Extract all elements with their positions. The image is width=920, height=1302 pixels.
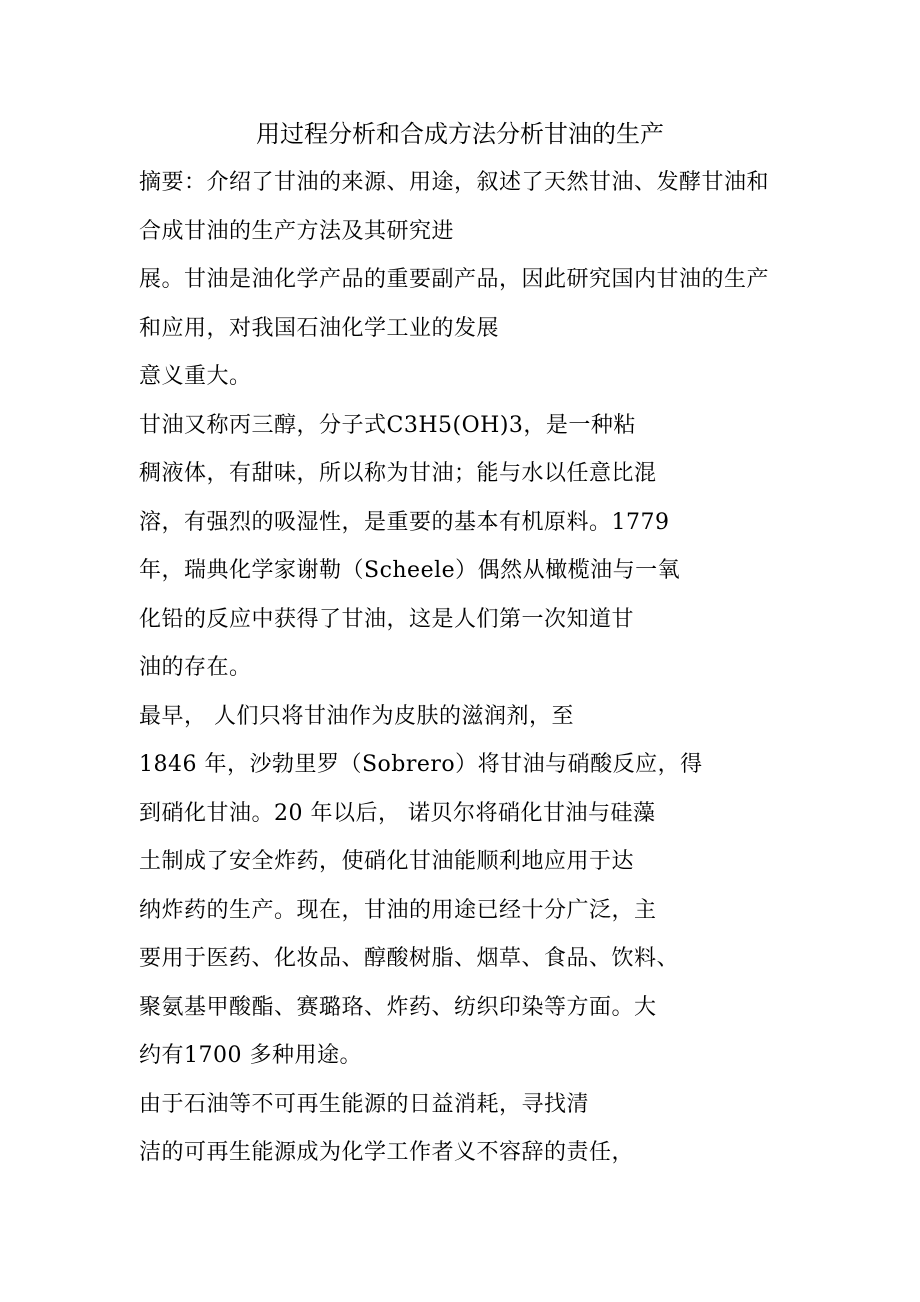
paragraph-line: 溶，有强烈的吸湿性，是重要的基本有机原料。1779	[139, 510, 670, 535]
paragraph-line: 洁的可再生能源成为化学工作者义不容辞的责任，	[139, 1140, 635, 1165]
paragraph-line: 和应用，对我国石油化学工业的发展	[139, 316, 500, 341]
paragraph-line: 聚氨基甲酸酯、赛璐珞、炸药、纺织印染等方面。大	[139, 995, 657, 1020]
paragraph-line: 约有1700 多种用途。	[139, 1043, 362, 1068]
paragraph-line: 由于石油等不可再生能源的日益消耗，寻找清	[139, 1092, 590, 1117]
paragraph-line: 展。甘油是油化学产品的重要副产品，因此研究国内甘油的生产	[139, 267, 770, 292]
paragraph-line: 到硝化甘油。20 年以后， 诺贝尔将硝化甘油与硅藻	[139, 801, 656, 826]
paragraph-line: 年，瑞典化学家谢勒（Scheele）偶然从橄榄油与一氧	[139, 558, 681, 583]
paragraph-line: 甘油又称丙三醇，分子式C3H5(OH)3，是一种粘	[139, 413, 636, 438]
paragraph-line: 土制成了安全炸药，使硝化甘油能顺利地应用于达	[139, 849, 635, 874]
paragraph-line: 纳炸药的生产。现在，甘油的用途已经十分广泛，主	[139, 898, 657, 923]
paragraph-line: 化铅的反应中获得了甘油，这是人们第一次知道甘	[139, 607, 635, 632]
paragraph-line: 合成甘油的生产方法及其研究进	[139, 219, 455, 244]
document-title: 用过程分析和合成方法分析甘油的生产	[256, 120, 664, 148]
paragraph-line: 要用于医药、化妆品、醇酸树脂、烟草、食品、饮料、	[139, 946, 680, 971]
paragraph-line: 摘要：介绍了甘油的来源、用途，叙述了天然甘油、发酵甘油和	[139, 170, 770, 195]
paragraph-line: 1846 年，沙勃里罗（Sobrero）将甘油与硝酸反应，得	[139, 752, 703, 777]
paragraph-line: 稠液体，有甜味，所以称为甘油；能与水以任意比混	[139, 461, 657, 486]
paragraph-line: 意义重大。	[139, 364, 252, 389]
paragraph-line: 油的存在。	[139, 655, 252, 680]
paragraph-line: 最早， 人们只将甘油作为皮肤的滋润剂，至	[139, 704, 574, 729]
